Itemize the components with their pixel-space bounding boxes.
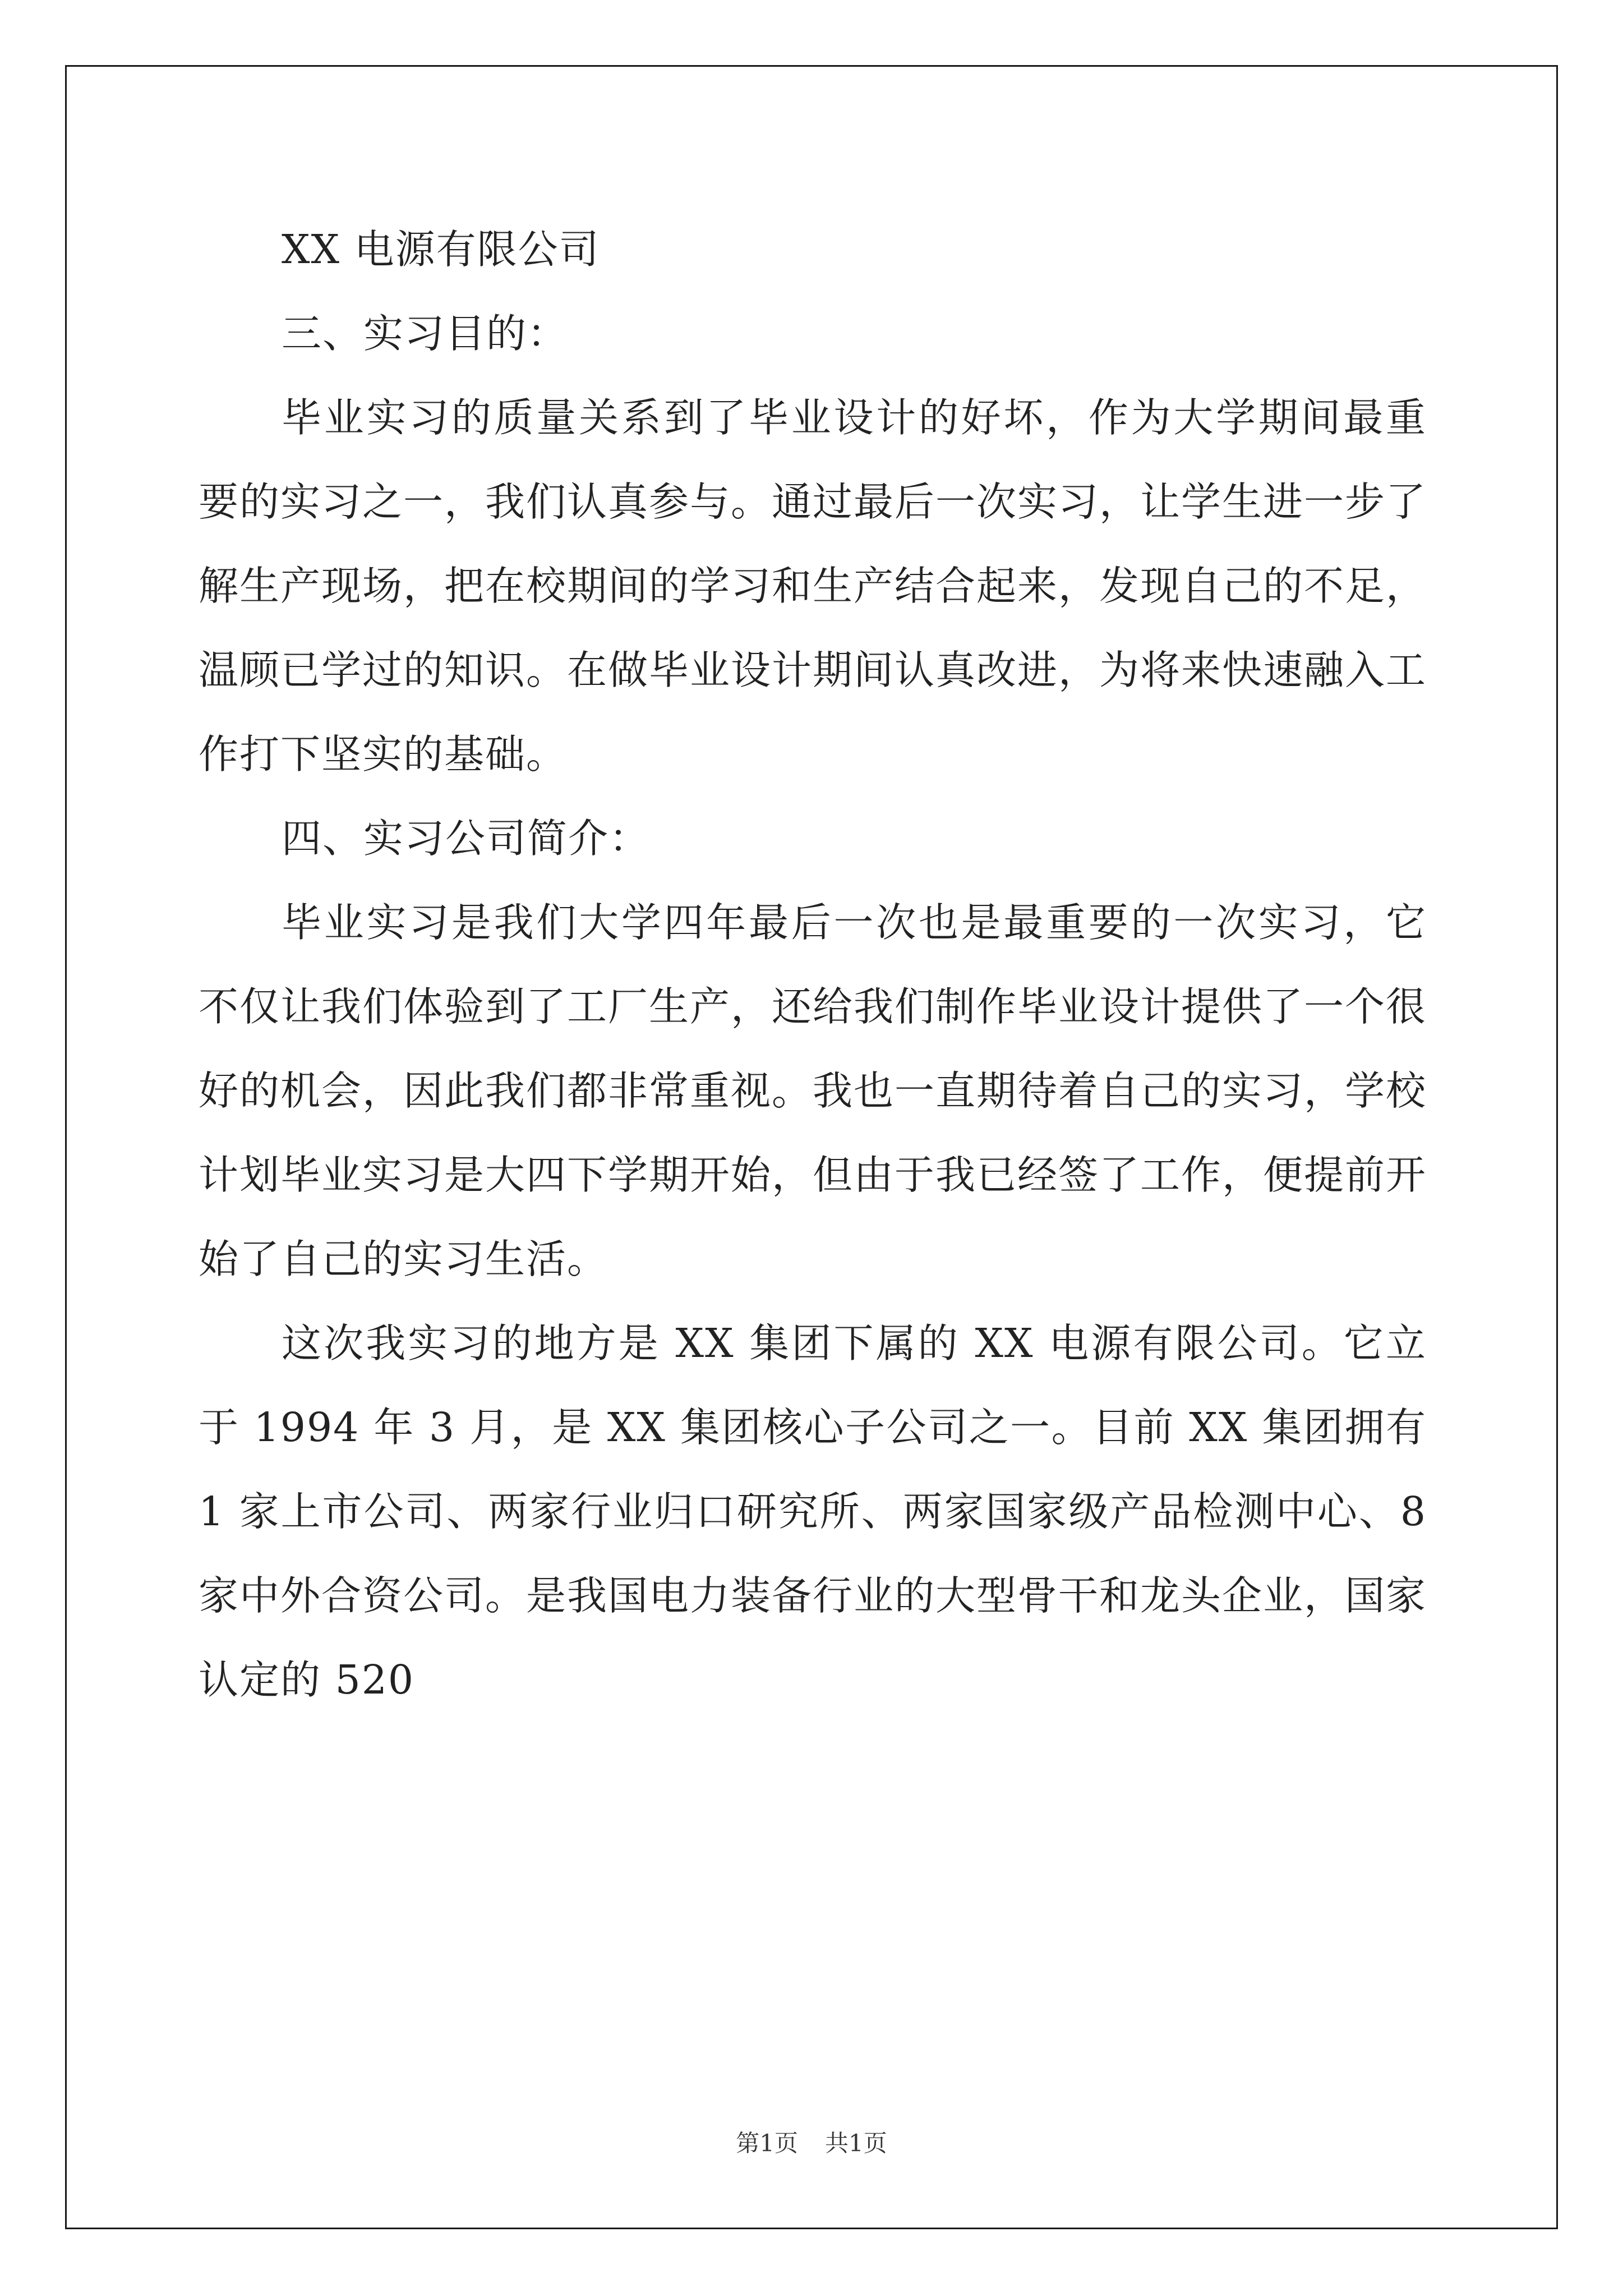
paragraph-purpose: 毕业实习的质量关系到了毕业设计的好坏，作为大学期间最重要的实习之一，我们认真参与。通过最后一次实习，让学生进一步了解生产现场，把在校期间的学习和生产结合起来，发现自己的不足，温顾已学过的知识。在做毕业设计期间认真改进，为将来快速融入工作打下坚实的基础。 xyxy=(199,394,1427,777)
page-number-current: 第1页 xyxy=(736,2129,798,2157)
page-footer xyxy=(0,2125,1623,2159)
paragraph-internship-intro: 毕业实习是我们大学四年最后一次也是最重要的一次实习，它不仅让我们体验到了工厂生产，还给我们制作毕业设计提供了一个很好的机会，因此我们都非常重视。我也一直期待着自己的实习，学校计划毕业实习是大四下学期开始，但由于我已经签了工作，便提前开始了自己的实习生活。 xyxy=(199,899,1427,1282)
section-heading-purpose: 三、实习目的： xyxy=(282,310,569,357)
page-number-total: 共1页 xyxy=(825,2129,887,2157)
document-body xyxy=(199,208,1427,1722)
company-name-line: XX 电源有限公司 xyxy=(282,226,600,273)
section-heading-company: 四、实习公司简介： xyxy=(282,815,651,862)
paragraph-company-description: 这次我实习的地方是 XX 集团下属的 XX 电源有限公司。它立于 1994 年 3 月，是 XX 集团核心子公司之一。目前 XX 集团拥有 1 家上市公司、两家行业归口研究所、两家国家级产品检测中心、8 家中外合资公司。是我国电力装备行业的大型骨干和龙头企业，国家认定的 520 xyxy=(199,1320,1427,1703)
